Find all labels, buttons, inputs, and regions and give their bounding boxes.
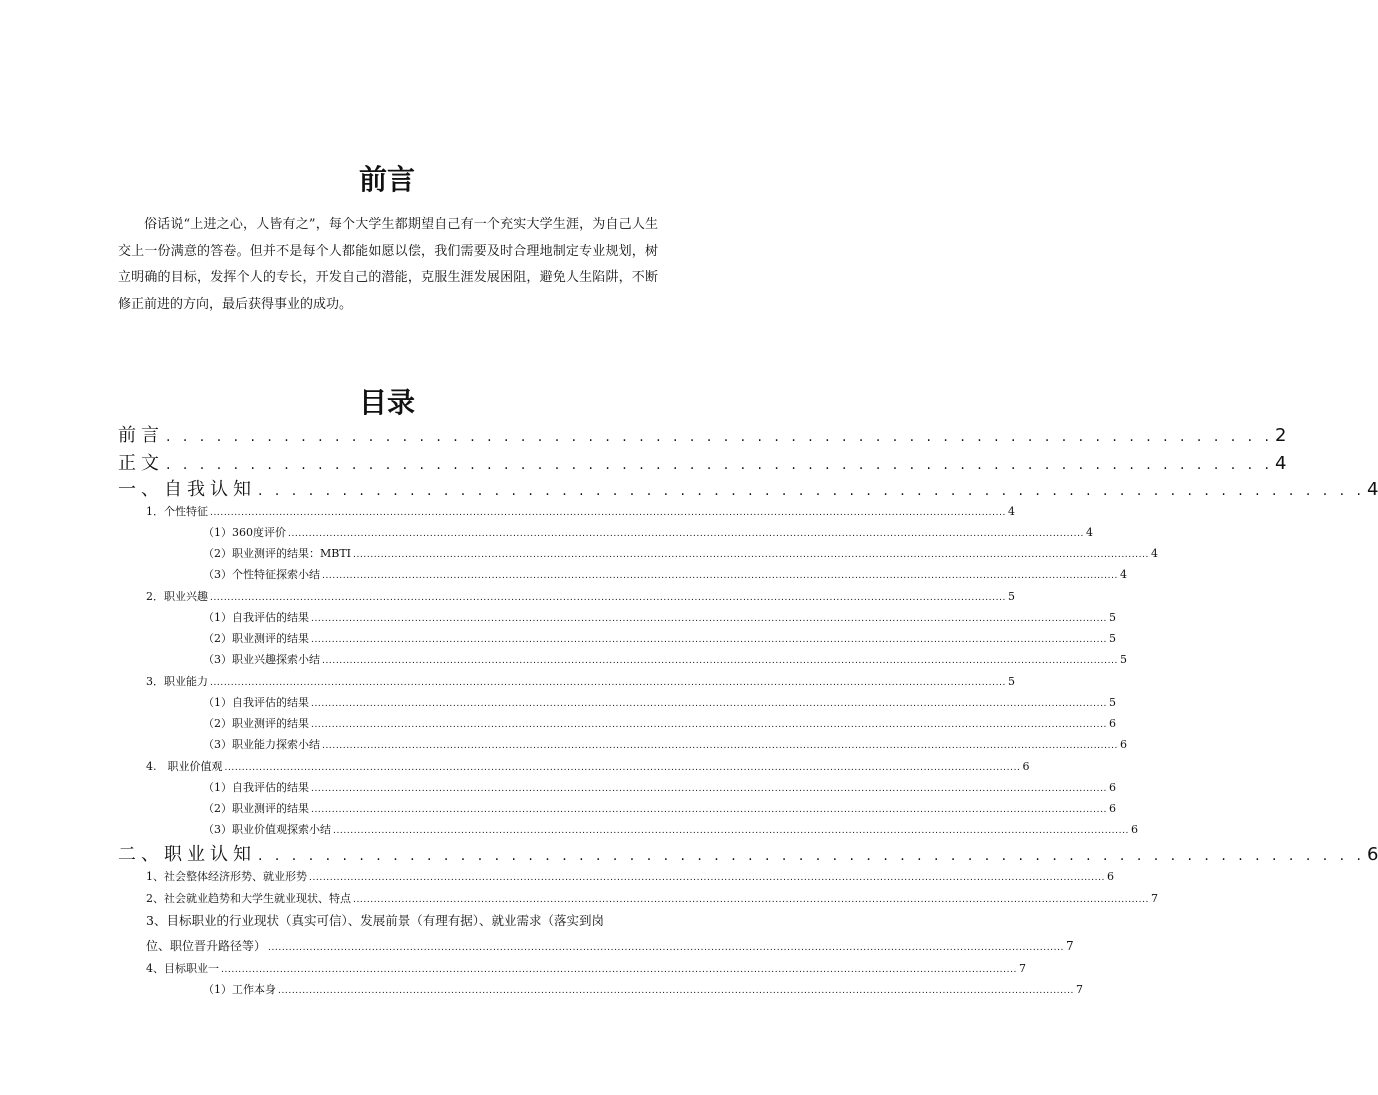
toc-page-number: 4: [1151, 547, 1159, 560]
toc-entry-label: （1）自我评估的结果: [203, 611, 309, 624]
toc-entry-label: （2）职业测评的结果: [203, 632, 309, 645]
preface-body: 俗话说“上进之心，人皆有之”，每个大学生都期望自己有一个充实大学生涯，为自己人生交上一份满意的答卷。但并不是每个人都能如愿以偿，我们需要及时合理地制定专业规划，树立明确的目标，发挥个人的专长，开发自己的潜能，克服生涯发展困阻，避免人生陷阱，不断修正前进的方向，最后获得事业的成功。: [118, 217, 658, 312]
toc-entry-label: 3．职业能力: [146, 675, 208, 688]
toc-leader-dots: ......................................................................................................................................................................................................................................: [311, 720, 1107, 730]
toc-leader-dots: ......................................................................................................................................................................................................................................: [322, 656, 1118, 666]
toc-entry-career-awareness[interactable]: [118, 840, 1378, 866]
toc-page-number: 6: [1109, 781, 1116, 794]
toc-entry[interactable]: [203, 566, 1127, 582]
toc-leader-dots: ......................................................................................................................................................................................................................................: [268, 943, 1065, 953]
toc-entry-label: 前言: [118, 425, 164, 446]
toc-leader-dots: . . . . . . . . . . . . . . . . . . . . . . . . . . . . . . . . . . . . . . . . . . . . . . . . . . . . . . . . . . . . . . . . . .: [258, 483, 1365, 499]
toc-page-number: 6: [1366, 844, 1378, 865]
toc-page-number: 6: [1109, 717, 1116, 730]
toc-entry-label: 4、目标职业一: [146, 962, 219, 975]
toc-leader-dots: ......................................................................................................................................................................................................................................: [311, 614, 1107, 624]
toc-leader-dots: ......................................................................................................................................................................................................................................: [224, 763, 1021, 773]
toc-page-number: 5: [1109, 632, 1116, 645]
toc-page-number: 5: [1109, 696, 1116, 709]
toc-leader-dots: ......................................................................................................................................................................................................................................: [311, 805, 1107, 815]
toc-entry[interactable]: [203, 545, 1159, 561]
toc-entry-label: （2）职业测评的结果：MBTI: [203, 547, 352, 560]
preface-title: 前言: [358, 163, 415, 196]
toc-entry-label: （2）职业测评的结果: [203, 802, 309, 815]
toc-entry[interactable]: [203, 981, 1083, 997]
toc-entry[interactable]: [203, 524, 1093, 540]
toc-entry-label: 二、职业认知: [118, 844, 256, 865]
toc-leader-dots: . . . . . . . . . . . . . . . . . . . . . . . . . . . . . . . . . . . . . . . . . . . . . . . . . . . . . . . . . . . . . . . . . .: [166, 429, 1273, 445]
toc-entry[interactable]: [146, 890, 1158, 906]
toc-page-number: 5: [1008, 590, 1015, 603]
toc-leader-dots: ......................................................................................................................................................................................................................................: [353, 550, 1150, 560]
toc-entry-label: 1、社会整体经济形势、就业形势: [146, 870, 307, 883]
toc-leader-dots: . . . . . . . . . . . . . . . . . . . . . . . . . . . . . . . . . . . . . . . . . . . . . . . . . . . . . . . . . . . . . . . . . .: [258, 848, 1365, 864]
toc-leader-dots: ......................................................................................................................................................................................................................................: [210, 508, 1006, 518]
toc-leader-dots: . . . . . . . . . . . . . . . . . . . . . . . . . . . . . . . . . . . . . . . . . . . . . . . . . . . . . . . . . . . . . . . . . .: [166, 457, 1273, 473]
toc-entry[interactable]: [146, 588, 1015, 604]
toc-page-number: 4: [1366, 479, 1378, 500]
toc-leader-dots: ......................................................................................................................................................................................................................................: [311, 635, 1107, 645]
toc-entry-label: （1）自我评估的结果: [203, 696, 309, 709]
toc-entry-label: 正文: [118, 453, 164, 474]
toc-entry[interactable]: [203, 609, 1116, 625]
toc-page-number: 4: [1120, 568, 1127, 581]
toc-page-number: 7: [1151, 892, 1158, 905]
toc-entry-label-line1[interactable]: 3、目标职业的行业现状（真实可信）、发展前景（有理有据）、就业需求（落实到岗: [146, 913, 604, 928]
toc-leader-dots: ......................................................................................................................................................................................................................................: [309, 873, 1105, 883]
toc-page-number: 4: [1274, 453, 1287, 474]
toc-entry-label: （3）职业兴趣探索小结: [203, 653, 320, 666]
toc-page-number: 2: [1274, 425, 1287, 446]
toc-entry-preface[interactable]: [118, 421, 1287, 447]
toc-entry[interactable]: [203, 821, 1138, 837]
toc-page-number: 7: [1066, 939, 1074, 953]
toc-page-number: 5: [1120, 653, 1127, 666]
toc-entry[interactable]: [146, 673, 1015, 689]
toc-leader-dots: ......................................................................................................................................................................................................................................: [221, 965, 1017, 975]
toc-entry[interactable]: [203, 651, 1127, 667]
toc-entry[interactable]: [146, 503, 1015, 519]
toc-leader-dots: ......................................................................................................................................................................................................................................: [333, 826, 1129, 836]
toc-page-number: 6: [1131, 823, 1138, 836]
toc-page-number: 5: [1008, 675, 1015, 688]
toc-entry-label: 2、社会就业趋势和大学生就业现状、特点: [146, 892, 351, 905]
toc-title: 目录: [358, 386, 415, 419]
toc-page-number: 6: [1109, 802, 1116, 815]
toc-entry-self-awareness[interactable]: [118, 475, 1378, 501]
toc-entry[interactable]: [203, 779, 1116, 795]
toc-page-number: 6: [1107, 870, 1114, 883]
toc-entry-label: （2）职业测评的结果: [203, 717, 309, 730]
toc-entry-label: 4. 职业价值观: [146, 760, 223, 773]
toc-entry-label: （1）自我评估的结果: [203, 781, 309, 794]
toc-entry[interactable]: [203, 630, 1116, 646]
toc-entry[interactable]: [203, 736, 1127, 752]
toc-leader-dots: ......................................................................................................................................................................................................................................: [210, 593, 1006, 603]
toc-entry-main-text[interactable]: [118, 449, 1287, 475]
toc-page-number: 7: [1019, 962, 1026, 975]
toc-entry-label: （1）360度评价: [203, 526, 286, 539]
toc-leader-dots: ......................................................................................................................................................................................................................................: [353, 895, 1149, 905]
toc-leader-dots: ......................................................................................................................................................................................................................................: [311, 699, 1107, 709]
toc-entry[interactable]: [146, 868, 1114, 884]
toc-entry[interactable]: [146, 960, 1026, 976]
toc-page-number: 5: [1109, 611, 1116, 624]
toc-leader-dots: ......................................................................................................................................................................................................................................: [278, 986, 1074, 996]
toc-entry-label: （1）工作本身: [203, 983, 276, 996]
toc-leader-dots: ......................................................................................................................................................................................................................................: [288, 529, 1084, 539]
toc-page-number: 6: [1022, 760, 1030, 773]
toc-entry-label: 1．个性特征: [146, 505, 208, 518]
toc-entry-label: 位、职位晋升路径等）: [146, 939, 267, 953]
toc-entry-label: 2．职业兴趣: [146, 590, 208, 603]
toc-leader-dots: ......................................................................................................................................................................................................................................: [322, 741, 1118, 751]
toc-leader-dots: ......................................................................................................................................................................................................................................: [322, 571, 1118, 581]
toc-page-number: 6: [1120, 738, 1127, 751]
toc-entry-label: （3）个性特征探索小结: [203, 568, 320, 581]
toc-entry-label: （3）职业能力探索小结: [203, 738, 320, 751]
toc-entry[interactable]: [203, 715, 1116, 731]
toc-page-number: 7: [1076, 983, 1083, 996]
toc-leader-dots: ......................................................................................................................................................................................................................................: [210, 678, 1006, 688]
toc-entry-label: （3）职业价值观探索小结: [203, 823, 331, 836]
toc-entry[interactable]: [146, 937, 1074, 954]
toc-leader-dots: ......................................................................................................................................................................................................................................: [311, 784, 1107, 794]
toc-entry[interactable]: [146, 758, 1030, 774]
toc-page-number: 4: [1086, 526, 1093, 539]
toc-entry[interactable]: [203, 694, 1116, 710]
toc-entry[interactable]: [203, 800, 1116, 816]
toc-entry-label: 一、自我认知: [118, 479, 256, 500]
toc-page-number: 4: [1008, 505, 1015, 518]
